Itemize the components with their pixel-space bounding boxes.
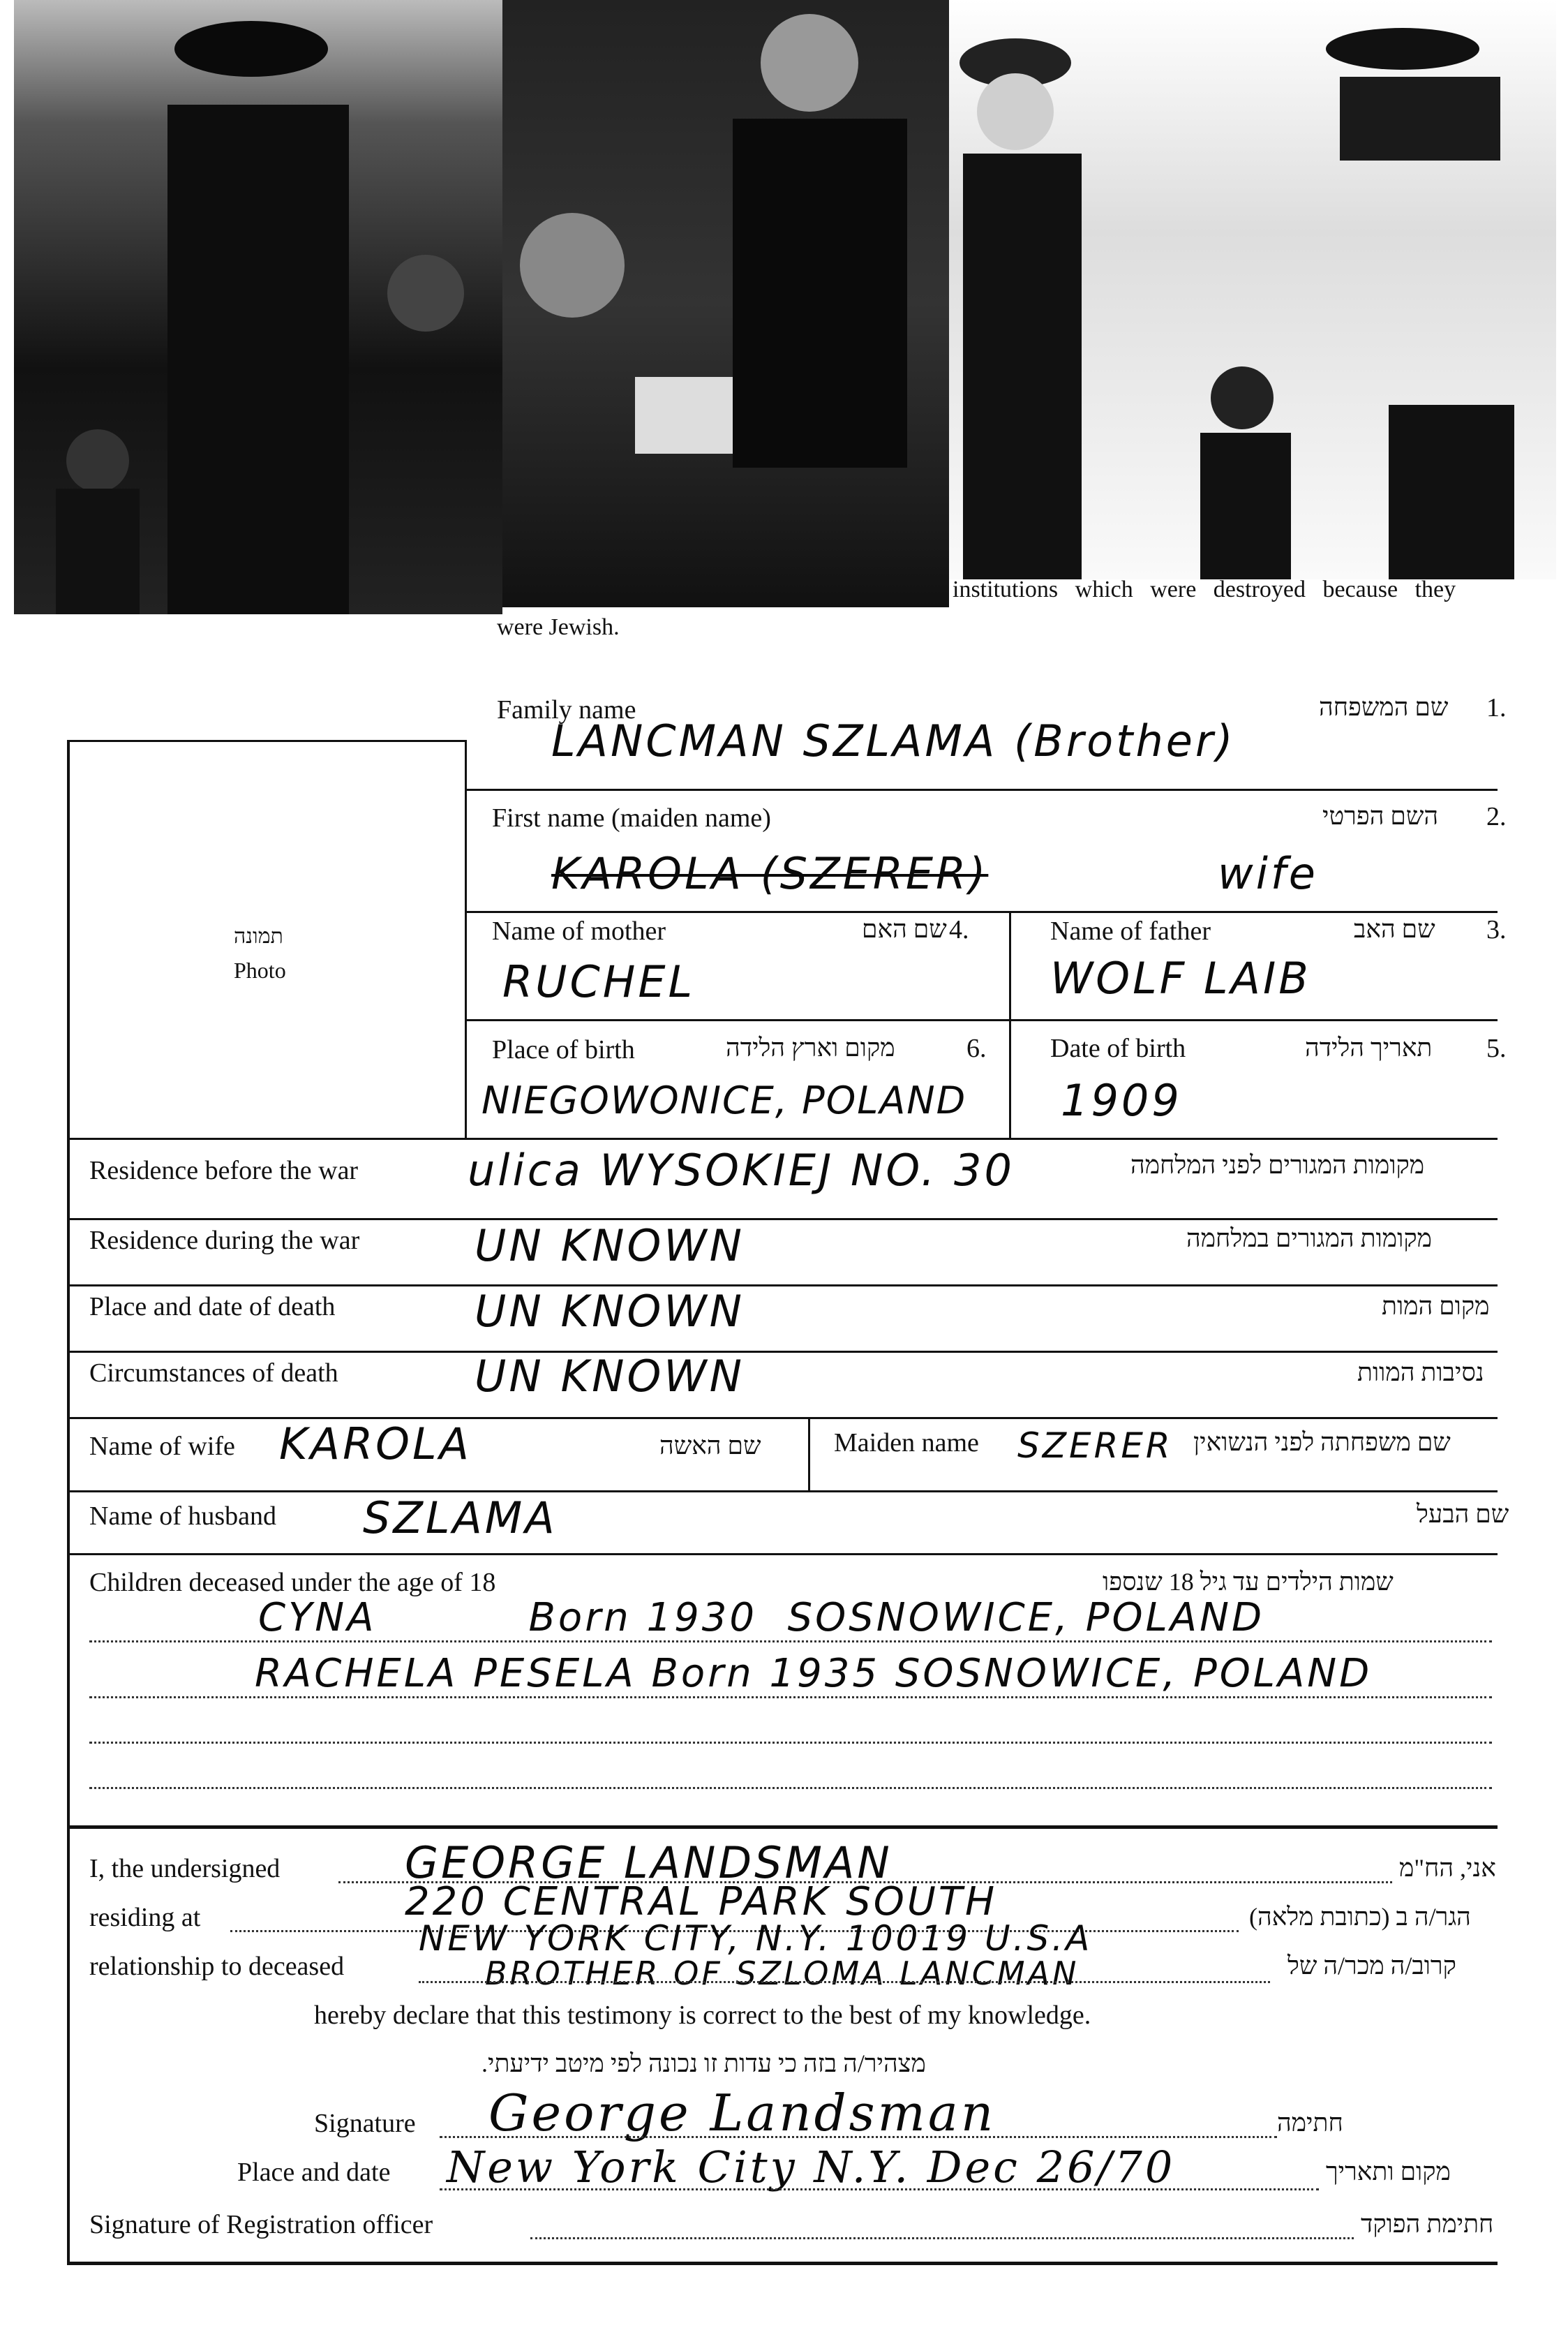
first-name-value: wife xyxy=(1218,848,1318,899)
row-divider-10 xyxy=(67,1553,1498,1555)
death-circumstances-label: Circumstances of death xyxy=(89,1358,338,1388)
residing-value: 220 CENTRAL PARK SOUTH xyxy=(405,1879,998,1924)
row-divider-6 xyxy=(67,1284,1498,1286)
child-row-4-line xyxy=(89,1787,1492,1789)
form-left-border xyxy=(67,740,70,2262)
birth-place-num: 6. xyxy=(966,1034,987,1063)
declaration-statement: hereby declare that this testimony is correct to the best of my knowledge. xyxy=(314,2001,1091,2030)
row-divider-1 xyxy=(465,789,1498,791)
officer-label: Signature of Registration officer xyxy=(89,2210,433,2239)
death-place-label: Place and date of death xyxy=(89,1292,336,1321)
photo-couple xyxy=(502,0,949,607)
relationship-label-heb: קרוב/ה מכר/ה של xyxy=(1287,1952,1456,1980)
photo-box-right-border xyxy=(465,740,467,1138)
photo-strip xyxy=(14,0,1556,614)
father-label-heb: שם האב xyxy=(1354,915,1435,943)
first-name-num: 2. xyxy=(1486,802,1507,831)
husband-value: SZLAMA xyxy=(363,1492,558,1543)
mother-num: 4. xyxy=(949,915,969,944)
residence-before-label-heb: מקומות המגורים לפני המלחמה xyxy=(1130,1151,1425,1179)
signature-line xyxy=(440,2136,1277,2138)
residence-during-value: UN KNOWN xyxy=(475,1220,745,1271)
relationship-value-1: NEW YORK CITY, N.Y. 10019 U.S.A xyxy=(419,1918,1093,1959)
father-value: WOLF LAIB xyxy=(1050,953,1311,1004)
undersigned-value: GEORGE LANDSMAN xyxy=(405,1837,893,1888)
intro-text-fragment-2: were Jewish. xyxy=(497,614,620,640)
photo-figure-illustration xyxy=(14,0,502,614)
officer-label-heb: חתימת הפוקד xyxy=(1361,2210,1494,2238)
signature-label-heb: חתימה xyxy=(1277,2109,1343,2137)
family-name-label-heb: שם המשפחה xyxy=(1319,693,1449,721)
mother-label: Name of mother xyxy=(492,917,666,946)
residence-before-value: ulica WYSOKIEJ NO. 30 xyxy=(468,1145,1015,1196)
photo-couple-illustration xyxy=(502,0,949,607)
child-row-3-line xyxy=(89,1742,1492,1744)
place-date-value: New York City N.Y. Dec 26/70 xyxy=(447,2142,1176,2193)
intro-text-fragment-1: institutions which were destroyed because they xyxy=(953,577,1456,602)
row-divider-7 xyxy=(67,1351,1498,1353)
death-circumstances-value: UN KNOWN xyxy=(475,1351,745,1402)
children-label-heb: שמות הילדים עד גיל 18 שנספו xyxy=(1103,1568,1394,1596)
relationship-value-2: BROTHER OF SZLOMA LANCMAN xyxy=(485,1954,1080,1992)
form-top-border xyxy=(67,740,465,742)
photo-street-illustration xyxy=(949,0,1556,579)
death-place-label-heb: מקום המות xyxy=(1382,1292,1490,1320)
mother-value: RUCHEL xyxy=(502,956,696,1007)
residence-during-label: Residence during the war xyxy=(89,1226,360,1255)
maiden-label: Maiden name xyxy=(834,1428,979,1457)
wife-label-heb: שם האשה xyxy=(659,1432,761,1460)
photo-label-heb: תמונה xyxy=(234,925,283,948)
place-date-label-heb: מקום ותאריך xyxy=(1326,2158,1451,2186)
photo-man-with-child xyxy=(14,0,502,614)
parents-divider xyxy=(1009,911,1011,1138)
children-section-bottom xyxy=(67,1825,1498,1829)
birth-date-label: Date of birth xyxy=(1050,1034,1186,1063)
place-date-line xyxy=(440,2188,1319,2190)
photo-woman-with-child xyxy=(949,0,1556,579)
photo-label: Photo xyxy=(234,958,286,983)
signature-label: Signature xyxy=(314,2109,416,2138)
birth-date-num: 5. xyxy=(1486,1034,1507,1063)
family-name-value: LANCMAN SZLAMA (Brother) xyxy=(551,715,1236,766)
relationship-line xyxy=(419,1981,1270,1983)
wife-maiden-divider xyxy=(808,1417,810,1490)
child-row-2-line xyxy=(89,1696,1492,1698)
birth-place-label-heb: מקום וארץ הלידה xyxy=(726,1034,895,1062)
first-name-label: First name (maiden name) xyxy=(492,803,771,833)
death-circumstances-label-heb: נסיבות המוות xyxy=(1357,1358,1484,1386)
officer-line xyxy=(530,2237,1354,2239)
row-divider-9 xyxy=(67,1490,1498,1492)
row-divider-4 xyxy=(67,1138,1498,1140)
first-name-value-struck: KAROLA (SZERER) xyxy=(551,848,989,899)
maiden-value: SZERER xyxy=(1017,1425,1173,1466)
row-divider-3 xyxy=(465,1019,1498,1021)
signature-value: George Landsman xyxy=(488,2084,996,2142)
maiden-label-heb: שם משפחתה לפני הנשואין xyxy=(1193,1428,1451,1456)
mother-label-heb: שם האם xyxy=(862,915,947,943)
residence-during-label-heb: מקומות המגורים במלחמה xyxy=(1186,1224,1432,1252)
form-bottom-border xyxy=(67,2262,1498,2265)
wife-label: Name of wife xyxy=(89,1432,235,1461)
relationship-label: relationship to deceased xyxy=(89,1952,345,1981)
row-divider-2 xyxy=(465,911,1498,913)
first-name-label-heb: השם הפרטי xyxy=(1322,802,1439,830)
birth-place-label: Place of birth xyxy=(492,1035,635,1065)
undersigned-label: I, the undersigned xyxy=(89,1854,281,1883)
residence-before-label: Residence before the war xyxy=(89,1156,359,1185)
residing-label-heb: הגר/ה ב (כתובת מלאה) xyxy=(1249,1903,1471,1931)
father-label: Name of father xyxy=(1050,917,1211,946)
row-divider-5 xyxy=(67,1218,1498,1220)
birth-date-label-heb: תאריך הלידה xyxy=(1305,1034,1433,1062)
husband-label-heb: שם הבעל xyxy=(1417,1500,1509,1528)
family-name-label: Family name xyxy=(497,695,636,725)
place-date-label: Place and date xyxy=(237,2158,391,2187)
death-place-value: UN KNOWN xyxy=(475,1286,745,1337)
wife-value: KAROLA xyxy=(279,1418,472,1469)
residing-label: residing at xyxy=(89,1903,201,1932)
family-name-num: 1. xyxy=(1486,693,1507,722)
child-row-2: RACHELA PESELA Born 1935 SOSNOWICE, POLAND xyxy=(255,1651,1373,1696)
father-num: 3. xyxy=(1486,915,1507,944)
undersigned-label-heb: אני, הח"מ xyxy=(1399,1854,1496,1882)
children-label: Children deceased under the age of 18 xyxy=(89,1568,496,1597)
birth-date-value: 1909 xyxy=(1061,1075,1182,1126)
declaration-statement-heb: מצהיר/ה בזה כי עדות זו נכונה לפי מיטב ידיעתי. xyxy=(481,2049,926,2077)
birth-place-value: NIEGOWONICE, POLAND xyxy=(481,1078,967,1122)
child-row-1-line xyxy=(89,1640,1492,1642)
child-row-1: CYNA Born 1930 SOSNOWICE, POLAND xyxy=(258,1595,1265,1640)
husband-label: Name of husband xyxy=(89,1501,277,1531)
